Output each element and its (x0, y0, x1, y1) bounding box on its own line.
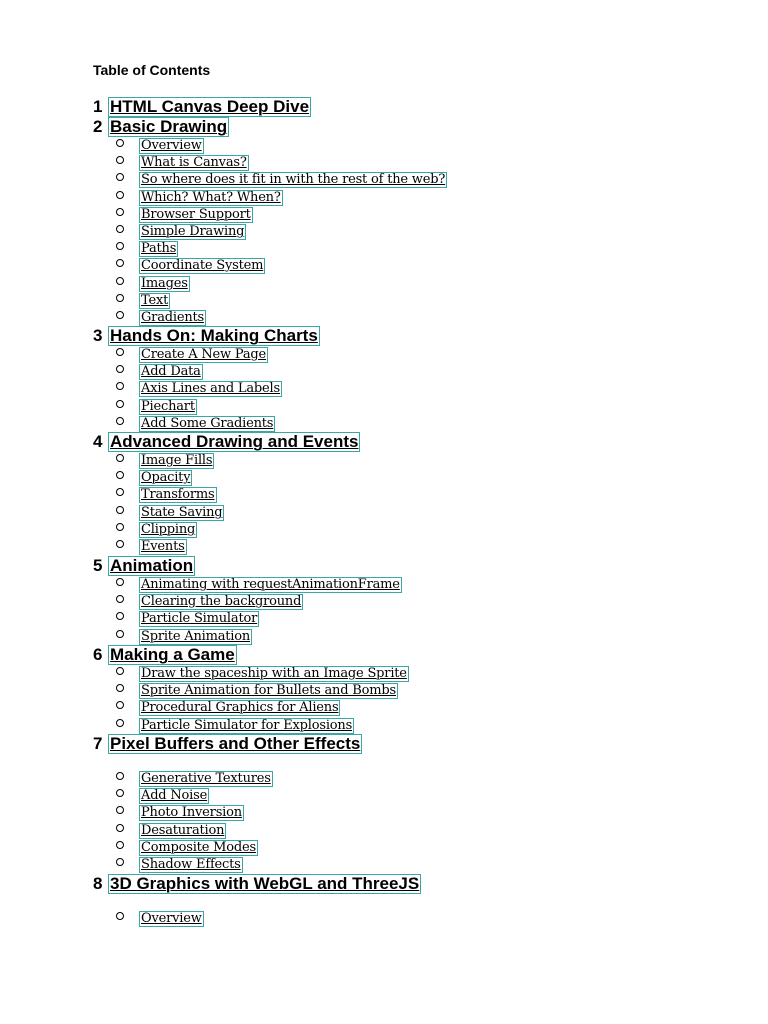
circle-bullet-icon (116, 400, 124, 408)
section-link[interactable]: Sprite Animation for Bullets and Bombs (141, 683, 396, 698)
section-link[interactable]: Paths (141, 241, 177, 256)
circle-bullet-icon (116, 806, 124, 814)
chapter-heading (93, 645, 237, 665)
circle-bullet-icon (116, 139, 124, 147)
circle-bullet-icon (116, 259, 124, 267)
chapter-link[interactable]: Hands On: Making Charts (110, 326, 318, 345)
section-link[interactable]: Coordinate System (141, 258, 264, 273)
section-link[interactable]: Overview (141, 138, 202, 153)
circle-bullet-icon (116, 612, 124, 620)
chapter-link[interactable]: 3D Graphics with WebGL and ThreeJS (110, 874, 420, 893)
list-item (116, 453, 214, 470)
list-item (116, 857, 243, 874)
chapter-number: 8 (93, 874, 103, 893)
section-link[interactable]: What is Canvas? (141, 155, 247, 170)
chapter-number: 7 (93, 734, 103, 753)
chapter-heading (93, 556, 195, 576)
circle-bullet-icon (116, 173, 124, 181)
list-item (116, 138, 204, 155)
list-item (116, 241, 178, 258)
circle-bullet-icon (116, 277, 124, 285)
list-item (116, 666, 409, 683)
list-item (116, 539, 187, 556)
chapter-link[interactable]: HTML Canvas Deep Dive (110, 97, 310, 116)
section-link[interactable]: Events (141, 539, 185, 554)
list-item (116, 293, 170, 310)
circle-bullet-icon (116, 365, 124, 373)
chapter-link[interactable]: Basic Drawing (110, 117, 228, 136)
circle-bullet-icon (116, 841, 124, 849)
section-link[interactable]: Particle Simulator for Explosions (141, 718, 353, 733)
circle-bullet-icon (116, 719, 124, 727)
section-link[interactable]: Images (141, 276, 188, 291)
circle-bullet-icon (116, 630, 124, 638)
list-item (116, 487, 217, 504)
list-item (116, 718, 354, 735)
chapter-heading (93, 874, 421, 894)
section-link[interactable]: Add Noise (141, 788, 208, 803)
list-item (116, 172, 447, 189)
list-item (116, 805, 244, 822)
section-link[interactable]: Transforms (141, 487, 215, 502)
list-item (116, 224, 246, 241)
chapter-link[interactable]: Pixel Buffers and Other Effects (110, 734, 361, 753)
section-link[interactable]: Particle Simulator (141, 611, 258, 626)
circle-bullet-icon (116, 191, 124, 199)
list-item (116, 258, 265, 275)
section-link[interactable]: Create A New Page (141, 347, 267, 362)
circle-bullet-icon (116, 540, 124, 548)
chapter-number: 4 (93, 432, 103, 451)
list-item (116, 505, 224, 522)
chapter-heading (93, 326, 320, 346)
circle-bullet-icon (116, 595, 124, 603)
chapter-number: 2 (93, 117, 103, 136)
list-item (116, 190, 283, 207)
circle-bullet-icon (116, 684, 124, 692)
section-link[interactable]: Generative Textures (141, 771, 271, 786)
section-link[interactable]: Draw the spaceship with an Image Sprite (141, 666, 407, 681)
section-link[interactable]: Clipping (141, 522, 196, 537)
section-link[interactable]: Add Data (141, 364, 201, 379)
circle-bullet-icon (116, 824, 124, 832)
list-item (116, 347, 268, 364)
section-link[interactable]: Image Fills (141, 453, 213, 468)
section-link[interactable]: Shadow Effects (141, 857, 241, 872)
list-item (116, 611, 259, 628)
circle-bullet-icon (116, 789, 124, 797)
circle-bullet-icon (116, 294, 124, 302)
section-link[interactable]: Composite Modes (141, 840, 256, 855)
section-link[interactable]: State Saving (141, 505, 223, 520)
list-item (116, 911, 204, 928)
chapter-number: 6 (93, 645, 103, 664)
chapter-number: 1 (93, 97, 103, 116)
chapter-heading (93, 97, 311, 117)
circle-bullet-icon (116, 156, 124, 164)
list-item (116, 310, 206, 327)
section-link[interactable]: Overview (141, 911, 202, 926)
section-link[interactable]: Add Some Gradients (141, 416, 274, 431)
circle-bullet-icon (116, 454, 124, 462)
list-item (116, 470, 192, 487)
circle-bullet-icon (116, 912, 124, 920)
list-item (116, 399, 197, 416)
list-item (116, 276, 190, 293)
circle-bullet-icon (116, 701, 124, 709)
circle-bullet-icon (116, 506, 124, 514)
circle-bullet-icon (116, 667, 124, 675)
list-item (116, 416, 275, 433)
chapter-number: 5 (93, 556, 103, 575)
list-item (116, 155, 249, 172)
circle-bullet-icon (116, 225, 124, 233)
section-link[interactable]: Sprite Animation (141, 629, 251, 644)
circle-bullet-icon (116, 208, 124, 216)
section-link[interactable]: Procedural Graphics for Aliens (141, 700, 339, 715)
list-item (116, 683, 398, 700)
list-item (116, 700, 340, 717)
circle-bullet-icon (116, 242, 124, 250)
circle-bullet-icon (116, 311, 124, 319)
list-item (116, 577, 402, 594)
page-title: Table of Contents (93, 62, 211, 78)
section-link[interactable]: Desaturation (141, 823, 225, 838)
section-link[interactable]: So where does it fit in with the rest of the web? (141, 172, 446, 187)
section-link[interactable]: Simple Drawing (141, 224, 245, 239)
circle-bullet-icon (116, 578, 124, 586)
circle-bullet-icon (116, 858, 124, 866)
chapter-link[interactable]: Making a Game (110, 645, 235, 664)
section-link[interactable]: Browser Support (141, 207, 251, 222)
list-item (116, 522, 197, 539)
section-link[interactable]: Opacity (141, 470, 191, 485)
circle-bullet-icon (116, 382, 124, 390)
chapter-number: 3 (93, 326, 103, 345)
list-item (116, 594, 303, 611)
circle-bullet-icon (116, 488, 124, 496)
list-item (116, 629, 252, 646)
chapter-heading (93, 117, 229, 137)
section-link[interactable]: Clearing the background (141, 594, 302, 609)
list-item (116, 364, 203, 381)
chapter-link[interactable]: Animation (110, 556, 194, 575)
circle-bullet-icon (116, 471, 124, 479)
circle-bullet-icon (116, 772, 124, 780)
list-item (116, 771, 273, 788)
circle-bullet-icon (116, 523, 124, 531)
list-item (116, 840, 258, 857)
circle-bullet-icon (116, 348, 124, 356)
section-link[interactable]: Axis Lines and Labels (141, 381, 280, 396)
section-link[interactable]: Which? What? When? (141, 190, 281, 205)
section-link[interactable]: Animating with requestAnimationFrame (141, 577, 400, 592)
section-link[interactable]: Text (141, 293, 169, 308)
chapter-link[interactable]: Advanced Drawing and Events (110, 432, 359, 451)
list-item (116, 788, 209, 805)
chapter-heading (93, 734, 362, 754)
section-link[interactable]: Piechart (141, 399, 195, 414)
section-link[interactable]: Gradients (141, 310, 204, 325)
list-item (116, 207, 253, 224)
section-link[interactable]: Photo Inversion (141, 805, 242, 820)
circle-bullet-icon (116, 417, 124, 425)
list-item (116, 823, 226, 840)
list-item (116, 381, 282, 398)
chapter-heading (93, 432, 360, 452)
